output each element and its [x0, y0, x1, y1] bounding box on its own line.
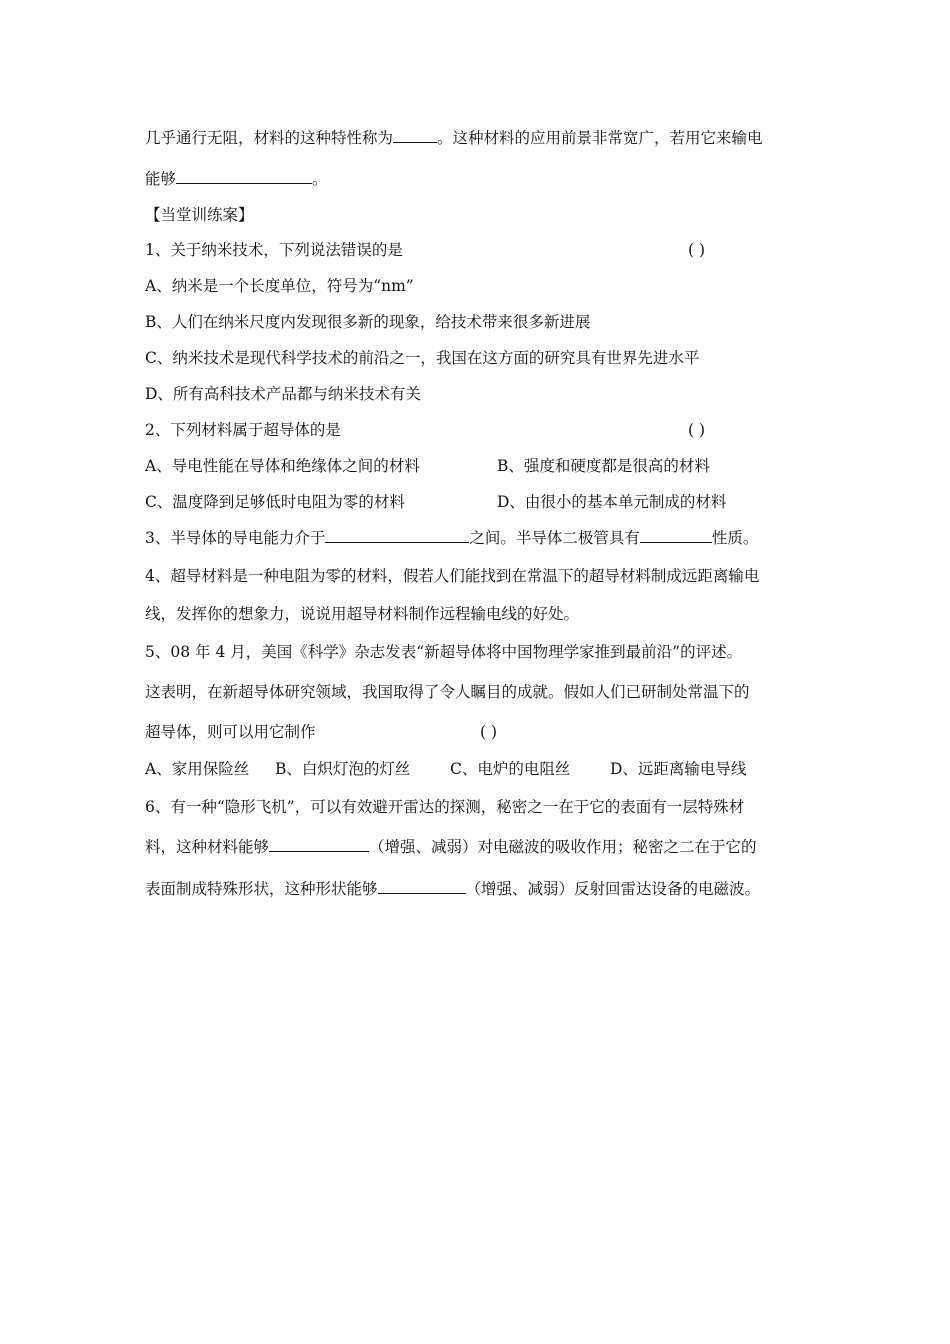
answer-blank[interactable] [378, 879, 466, 894]
question-4-line-2: 线，发挥你的想象力，说说用超导材料制作远程输电线的好处。 [145, 605, 580, 623]
question-5-option-c: C、电炉的电阻丝 [450, 760, 571, 778]
question-4-line-1: 4、超导材料是一种电阻为零的材料，假若人们能找到在常温下的超导材料制成远距离输电 [145, 567, 760, 585]
question-5-option-a: A、家用保险丝 [145, 760, 250, 778]
question-2-option-d: D、由很小的基本单元制成的材料 [497, 493, 727, 511]
answer-blank[interactable] [393, 128, 437, 143]
question-3 [145, 528, 815, 548]
question-1-option-d: D、所有高科技术产品都与纳米技术有关 [145, 385, 421, 403]
section-title: 【当堂训练案】 [145, 206, 254, 224]
question-5-line-2: 这表明，在新超导体研究领域，我国取得了令人瞩目的成就。假如人们已研制处常温下的 [145, 683, 750, 701]
answer-parenthesis[interactable]: ( ) [688, 241, 706, 259]
question-5-option-d: D、远距离输电导线 [610, 760, 747, 778]
answer-parenthesis[interactable]: ( ) [688, 421, 706, 439]
question-5-option-b: B、白炽灯泡的灯丝 [275, 760, 411, 778]
answer-blank[interactable] [640, 528, 712, 543]
question-text: 3、半导体的导电能力介于 [145, 529, 326, 547]
question-text: 1、关于纳米技术，下列说法错误的是 [145, 241, 403, 259]
question-text: （增强、减弱）反射回雷达设备的电磁波。 [465, 880, 761, 898]
intro-line-2 [145, 169, 815, 189]
question-text: 料，这种材料能够 [145, 838, 270, 856]
question-2-option-c: C、温度降到足够低时电阻为零的材料 [145, 493, 405, 511]
intro-text: 。这种材料的应用前景非常宽广，若用它来输电 [437, 129, 763, 147]
intro-text: 能够 [145, 170, 177, 188]
intro-text: 几乎通行无阻，材料的这种特性称为 [145, 129, 394, 147]
question-2-options-row-1 [145, 456, 815, 476]
answer-blank[interactable] [269, 837, 369, 852]
question-2-options-row-2 [145, 492, 815, 512]
question-1-stem [145, 240, 815, 260]
question-2-option-b: B、强度和硬度都是很高的材料 [497, 457, 710, 475]
question-5-line-1: 5、08 年 4 月，美国《科学》杂志发表“新超导体将中国物理学家推到最前沿”的评述。 [145, 643, 743, 661]
question-2-stem [145, 420, 815, 440]
question-6-line-3 [145, 879, 815, 899]
intro-line-1 [145, 128, 815, 148]
question-text: 之间。半导体二极管具有 [469, 529, 640, 547]
question-text: （增强、减弱）对电磁波的吸收作用；秘密之二在于它的 [369, 838, 757, 856]
question-1-option-c: C、纳米技术是现代科学技术的前沿之一，我国在这方面的研究具有世界先进水平 [145, 349, 700, 367]
answer-parenthesis[interactable]: ( ) [480, 723, 498, 741]
question-5-line-3 [145, 722, 815, 742]
question-6-line-1: 6、有一种“隐形飞机”，可以有效避开雷达的探测，秘密之一在于它的表面有一层特殊材 [145, 798, 745, 816]
question-1-option-b: B、人们在纳米尺度内发现很多新的现象，给技术带来很多新进展 [145, 313, 591, 331]
question-6-line-2 [145, 837, 815, 857]
answer-blank[interactable] [176, 169, 312, 184]
question-text: 性质。 [711, 529, 759, 547]
question-text: 超导体，则可以用它制作 [145, 723, 316, 741]
question-2-option-a: A、导电性能在导体和绝缘体之间的材料 [145, 457, 420, 475]
question-1-option-a: A、纳米是一个长度单位，符号为“nm” [145, 277, 414, 295]
intro-text: 。 [312, 170, 328, 188]
answer-blank[interactable] [325, 528, 469, 543]
question-text: 2、下列材料属于超导体的是 [145, 421, 341, 439]
question-text: 表面制成特殊形状，这种形状能够 [145, 880, 378, 898]
